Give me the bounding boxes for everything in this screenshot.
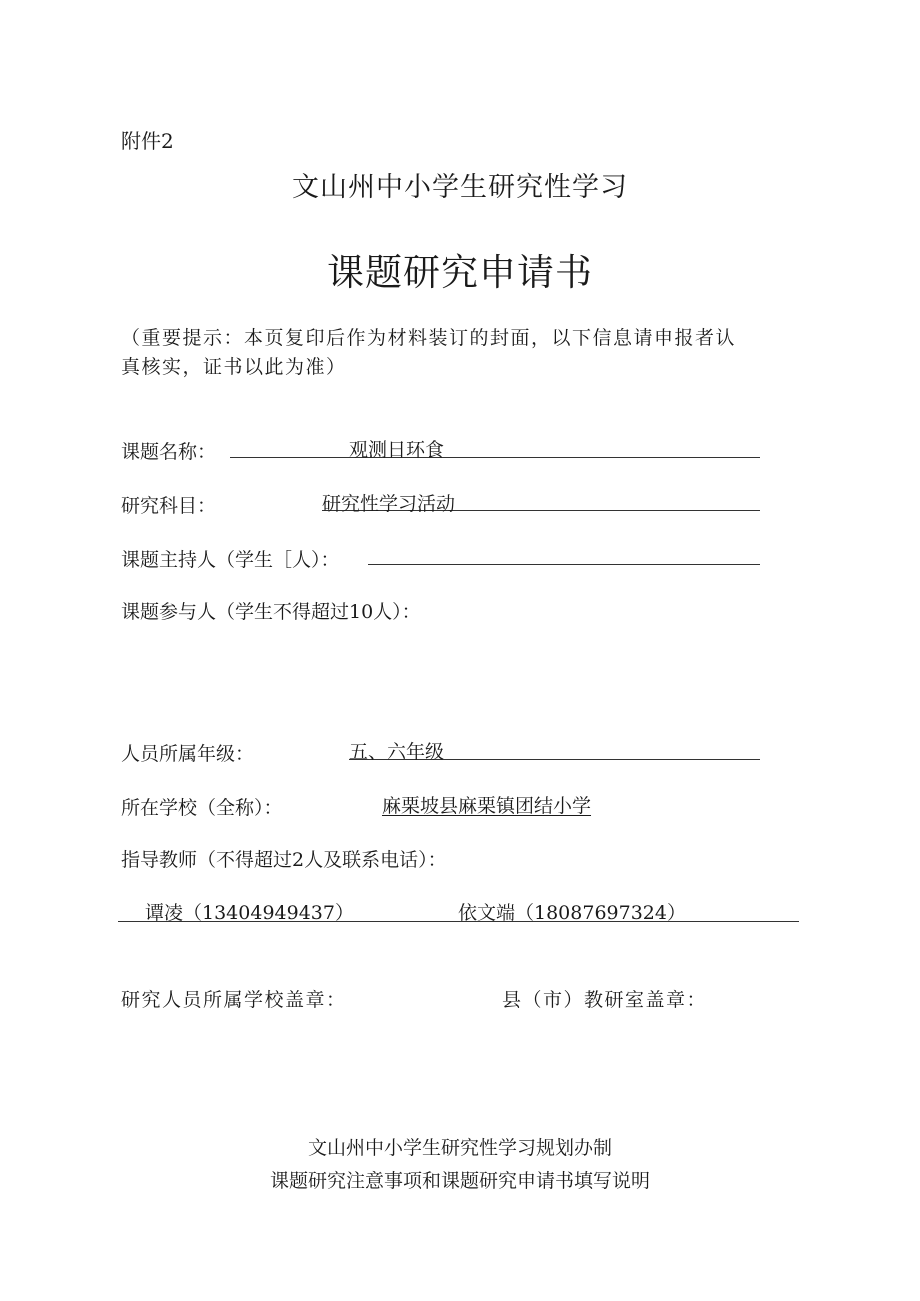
topic-label: 课题名称：	[121, 441, 217, 463]
host-label: 课题主持人（学生［人）：	[121, 549, 340, 571]
participants-label: 课题参与人（学生不得超过10人）：	[121, 601, 421, 623]
school-stamp-label: 研究人员所属学校盖章：	[121, 989, 347, 1011]
document-subtitle: 文山州中小学生研究性学习	[292, 172, 628, 203]
subject-label: 研究科目：	[121, 495, 217, 517]
topic-value[interactable]: 观测日环食	[349, 439, 445, 461]
teacher-2-value[interactable]: 依文端（18087697324）	[458, 902, 686, 924]
host-underline[interactable]	[368, 564, 760, 565]
school-label: 所在学校（全称）：	[121, 797, 283, 819]
teacher-1-value[interactable]: 谭凌（13404949437）	[145, 902, 354, 924]
topic-underline	[230, 457, 760, 458]
grade-label: 人员所属年级：	[121, 743, 255, 765]
footer-issuer: 文山州中小学生研究性学习规划办制	[307, 1137, 612, 1159]
notice-line-2: 真核实，证书以此为准）	[121, 356, 347, 378]
notice-line-1: （重要提示：本页复印后作为材料装订的封面，以下信息请申报者认	[121, 327, 737, 349]
school-value[interactable]: 麻栗坡县麻栗镇团结小学	[382, 795, 592, 817]
document-title: 课题研究申请书	[327, 251, 593, 294]
teacher-label: 指导教师（不得超过2人及联系电话）：	[121, 849, 447, 871]
subject-value[interactable]: 研究性学习活动	[322, 493, 456, 515]
attachment-label: 附件2	[121, 129, 174, 153]
footer-instructions: 课题研究注意事项和课题研究申请书填写说明	[269, 1170, 650, 1192]
county-stamp-label: 县（市）教研室盖章：	[502, 989, 708, 1011]
grade-value[interactable]: 五、六年级	[349, 741, 445, 763]
teacher-underline	[118, 921, 799, 922]
